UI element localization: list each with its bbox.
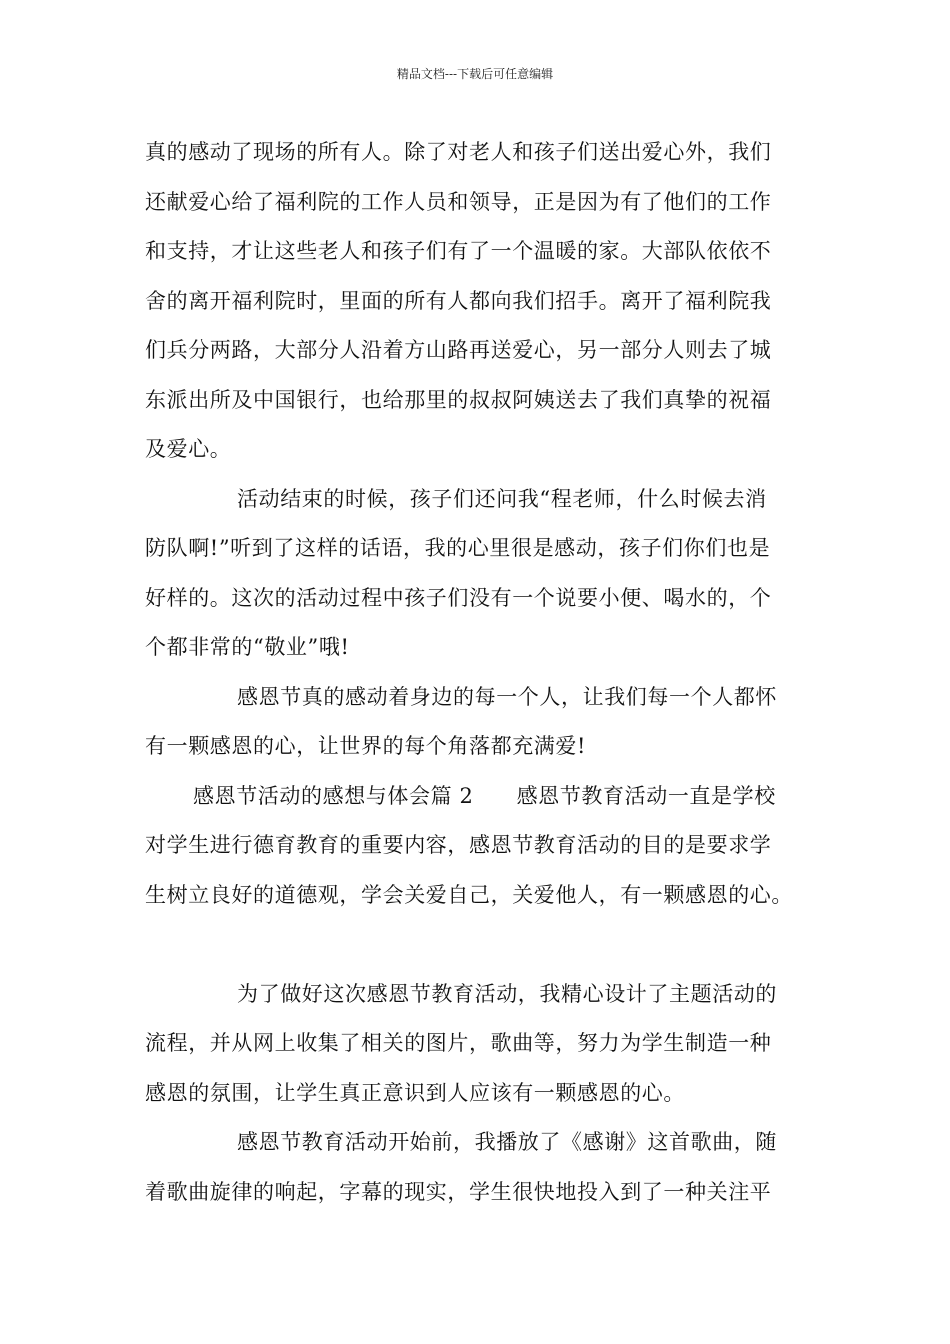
text-line: 防队啊!”听到了这样的话语，我的心里很是感动，孩子们你们也是 — [145, 536, 771, 560]
text-line: 生树立良好的道德观，学会关爱自己，关爱他人，有一颗感恩的心。 — [145, 882, 793, 907]
text-line: 感恩的氛围，让学生真正意识到人应该有一颗感恩的心。 — [145, 1080, 685, 1105]
paragraph-start: 感恩节教育活动开始前，我播放了《感谢》这首歌曲，随 — [237, 1130, 777, 1154]
text-line: 们兵分两路，大部分人沿着方山路再送爱心，另一部分人则去了城 — [145, 338, 772, 362]
paragraph-start: 活动结束的时候，孩子们还问我“程老师，什么时候去消 — [237, 486, 767, 511]
paragraph-start: 感恩节真的感动着身边的每一个人，让我们每一个人都怀 — [237, 684, 777, 709]
text-line: 还献爱心给了福利院的工作人员和领导，正是因为有了他们的工作 — [145, 189, 772, 214]
text-line: 及爱心。 — [145, 437, 232, 461]
text-line: 着歌曲旋律的响起，字幕的现实，学生很快地投入到了一种关注平 — [145, 1179, 772, 1204]
text-line: 东派出所及中国银行，也给那里的叔叔阿姨送去了我们真挚的祝福 — [145, 387, 772, 412]
text-line: 个都非常的“敬业”哦! — [145, 635, 350, 659]
page-header: 精品文档---下载后可任意编辑 — [396, 67, 554, 81]
text-line: 对学生进行德育教育的重要内容，感恩节教育活动的目的是要求学 — [145, 833, 772, 857]
section-heading-line: 感恩节活动的感想与体会篇 2 感恩节教育活动一直是学校 — [193, 783, 776, 808]
text-line: 舍的离开福利院时，里面的所有人都向我们招手。离开了福利院我 — [145, 288, 772, 313]
paragraph-start: 为了做好这次感恩节教育活动，我精心设计了主题活动的 — [237, 981, 777, 1006]
text-line: 好样的。这次的活动过程中孩子们没有一个说要小便、喝水的，个 — [145, 585, 772, 610]
document-body — [145, 128, 815, 1217]
text-line: 和支持，才让这些老人和孩子们有了一个温暖的家。大部队依依不 — [145, 239, 772, 263]
text-line: 真的感动了现场的所有人。除了对老人和孩子们送出爱心外，我们 — [145, 140, 772, 164]
text-line: 流程，并从网上收集了相关的图片，歌曲等，努力为学生制造一种 — [145, 1031, 772, 1055]
text-line: 有一颗感恩的心，让世界的每个角落都充满爱! — [145, 734, 587, 758]
paragraph-gap — [145, 920, 815, 970]
